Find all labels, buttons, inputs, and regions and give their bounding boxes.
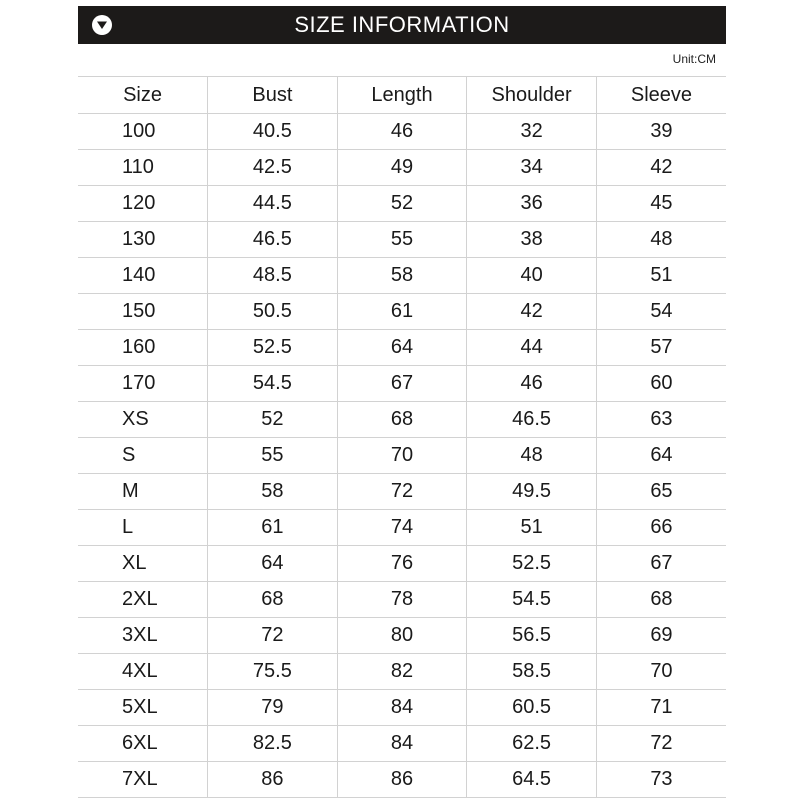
cell-bust: 61	[208, 510, 338, 546]
cell-size: 100	[78, 114, 208, 150]
cell-length: 58	[337, 258, 467, 294]
table-row	[78, 402, 726, 438]
cell-shoulder: 64.5	[467, 762, 597, 798]
cell-length: 84	[337, 726, 467, 762]
cell-size: 150	[78, 294, 208, 330]
cell-length: 72	[337, 474, 467, 510]
table-body	[78, 114, 726, 798]
cell-size: 120	[78, 186, 208, 222]
cell-shoulder: 46.5	[467, 402, 597, 438]
cell-sleeve: 65	[596, 474, 726, 510]
cell-shoulder: 34	[467, 150, 597, 186]
table-header-row	[78, 77, 726, 114]
cell-size: 7XL	[78, 762, 208, 798]
cell-length: 52	[337, 186, 467, 222]
cell-sleeve: 71	[596, 690, 726, 726]
table-row	[78, 546, 726, 582]
cell-shoulder: 52.5	[467, 546, 597, 582]
table-row	[78, 510, 726, 546]
table-row	[78, 114, 726, 150]
column-header-shoulder: Shoulder	[467, 77, 597, 114]
cell-shoulder: 46	[467, 366, 597, 402]
cell-length: 82	[337, 654, 467, 690]
cell-length: 61	[337, 294, 467, 330]
cell-shoulder: 51	[467, 510, 597, 546]
cell-length: 84	[337, 690, 467, 726]
cell-shoulder: 36	[467, 186, 597, 222]
table-row	[78, 366, 726, 402]
page-title: SIZE INFORMATION	[294, 12, 510, 37]
cell-shoulder: 32	[467, 114, 597, 150]
table-row	[78, 222, 726, 258]
cell-size: 3XL	[78, 618, 208, 654]
table-row	[78, 654, 726, 690]
cell-length: 67	[337, 366, 467, 402]
column-header-size: Size	[78, 77, 208, 114]
cell-bust: 75.5	[208, 654, 338, 690]
cell-shoulder: 58.5	[467, 654, 597, 690]
table-row	[78, 150, 726, 186]
cell-shoulder: 42	[467, 294, 597, 330]
cell-shoulder: 48	[467, 438, 597, 474]
cell-sleeve: 68	[596, 582, 726, 618]
cell-sleeve: 51	[596, 258, 726, 294]
cell-bust: 58	[208, 474, 338, 510]
cell-length: 70	[337, 438, 467, 474]
cell-length: 46	[337, 114, 467, 150]
cell-shoulder: 54.5	[467, 582, 597, 618]
title-banner	[78, 6, 726, 44]
cell-bust: 79	[208, 690, 338, 726]
cell-size: 110	[78, 150, 208, 186]
cell-shoulder: 60.5	[467, 690, 597, 726]
cell-size: 170	[78, 366, 208, 402]
cell-bust: 54.5	[208, 366, 338, 402]
cell-sleeve: 66	[596, 510, 726, 546]
cell-bust: 86	[208, 762, 338, 798]
size-table	[78, 76, 726, 798]
table-row	[78, 294, 726, 330]
table-row	[78, 690, 726, 726]
cell-size: M	[78, 474, 208, 510]
table-row	[78, 618, 726, 654]
cell-bust: 40.5	[208, 114, 338, 150]
cell-sleeve: 64	[596, 438, 726, 474]
cell-sleeve: 67	[596, 546, 726, 582]
cell-shoulder: 40	[467, 258, 597, 294]
cell-sleeve: 73	[596, 762, 726, 798]
cell-sleeve: 42	[596, 150, 726, 186]
cell-bust: 55	[208, 438, 338, 474]
cell-size: 4XL	[78, 654, 208, 690]
cell-length: 68	[337, 402, 467, 438]
table-row	[78, 762, 726, 798]
cell-sleeve: 48	[596, 222, 726, 258]
table-row	[78, 186, 726, 222]
table-row	[78, 582, 726, 618]
cell-bust: 82.5	[208, 726, 338, 762]
cell-sleeve: 39	[596, 114, 726, 150]
cell-bust: 52.5	[208, 330, 338, 366]
cell-bust: 52	[208, 402, 338, 438]
cell-length: 80	[337, 618, 467, 654]
cell-length: 74	[337, 510, 467, 546]
cell-bust: 46.5	[208, 222, 338, 258]
cell-bust: 48.5	[208, 258, 338, 294]
cell-sleeve: 69	[596, 618, 726, 654]
cell-size: 6XL	[78, 726, 208, 762]
cell-sleeve: 72	[596, 726, 726, 762]
table-row	[78, 438, 726, 474]
table-row	[78, 726, 726, 762]
cell-bust: 64	[208, 546, 338, 582]
cell-sleeve: 63	[596, 402, 726, 438]
cell-shoulder: 38	[467, 222, 597, 258]
table-row	[78, 258, 726, 294]
cell-bust: 42.5	[208, 150, 338, 186]
cell-shoulder: 62.5	[467, 726, 597, 762]
cell-length: 78	[337, 582, 467, 618]
cell-size: S	[78, 438, 208, 474]
cell-length: 49	[337, 150, 467, 186]
cell-bust: 44.5	[208, 186, 338, 222]
cell-shoulder: 44	[467, 330, 597, 366]
cell-length: 55	[337, 222, 467, 258]
cell-sleeve: 70	[596, 654, 726, 690]
table-row	[78, 330, 726, 366]
cell-bust: 50.5	[208, 294, 338, 330]
column-header-length: Length	[337, 77, 467, 114]
cell-shoulder: 56.5	[467, 618, 597, 654]
column-header-bust: Bust	[208, 77, 338, 114]
cell-size: 130	[78, 222, 208, 258]
cell-bust: 68	[208, 582, 338, 618]
cell-size: XL	[78, 546, 208, 582]
cell-sleeve: 60	[596, 366, 726, 402]
cell-size: 2XL	[78, 582, 208, 618]
column-header-sleeve: Sleeve	[596, 77, 726, 114]
cell-size: L	[78, 510, 208, 546]
cell-sleeve: 45	[596, 186, 726, 222]
cell-length: 76	[337, 546, 467, 582]
cell-length: 64	[337, 330, 467, 366]
cell-length: 86	[337, 762, 467, 798]
cell-size: 5XL	[78, 690, 208, 726]
cell-sleeve: 57	[596, 330, 726, 366]
cell-size: 140	[78, 258, 208, 294]
cell-shoulder: 49.5	[467, 474, 597, 510]
table-row	[78, 474, 726, 510]
unit-label: Unit:CM	[672, 52, 716, 66]
cell-sleeve: 54	[596, 294, 726, 330]
cell-size: 160	[78, 330, 208, 366]
cell-bust: 72	[208, 618, 338, 654]
cell-size: XS	[78, 402, 208, 438]
